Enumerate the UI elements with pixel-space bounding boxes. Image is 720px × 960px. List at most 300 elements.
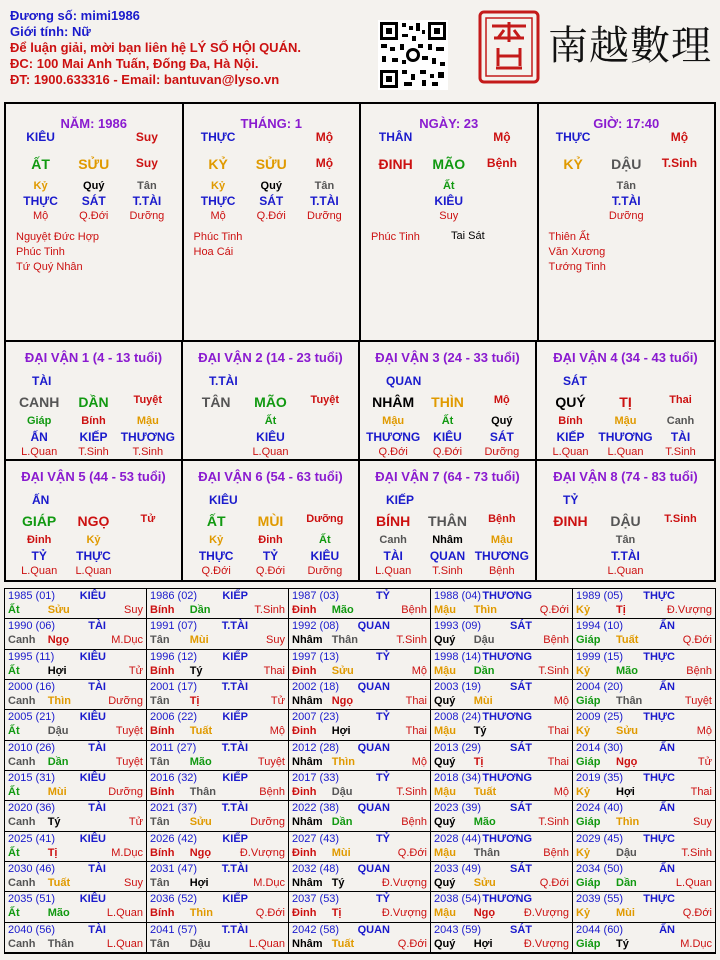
pillar-row-r4 xyxy=(369,194,529,208)
year-pillar xyxy=(8,695,143,707)
pillar-cell xyxy=(422,130,475,144)
year-cell xyxy=(573,801,715,831)
year-label: 2028 (44) xyxy=(434,832,482,845)
year-pillar xyxy=(8,786,143,798)
dai-van-chi: THÂN xyxy=(428,513,467,529)
dai-van-god: TỶ xyxy=(563,493,579,507)
dai-van-pillar xyxy=(189,513,352,529)
year-label: 1995 (11) xyxy=(8,650,55,663)
hidden-stem: Kỷ xyxy=(86,534,101,546)
year-label: 2010 (26) xyxy=(8,741,56,754)
star-item: Phúc Tinh xyxy=(16,246,65,258)
year-pillar xyxy=(434,847,569,859)
dai-van-can: ẤT xyxy=(206,513,226,529)
year-label: 2029 (45) xyxy=(576,832,624,845)
pillar-row-r5 xyxy=(14,210,174,222)
year-state: Tử xyxy=(697,755,712,768)
pillar-cell: KIÊU xyxy=(26,130,55,144)
year-state: Q.Đới xyxy=(397,937,427,950)
year-god: QUAN xyxy=(357,620,390,633)
pillar-cell xyxy=(653,194,706,208)
year-cell xyxy=(5,650,147,680)
year-cell xyxy=(289,710,431,740)
dai-van-state: Tuyệt xyxy=(133,394,163,406)
year-state: L.Quan xyxy=(106,907,143,920)
star-item: Văn Xương xyxy=(548,246,606,258)
pillar-cell: MÃO xyxy=(432,156,466,172)
hidden-stem: Canh xyxy=(666,415,695,427)
year-label: 2038 (54) xyxy=(434,893,482,906)
year-can: Bính xyxy=(150,725,175,738)
pillar-row-r3 xyxy=(192,180,352,192)
year-cell xyxy=(573,741,715,771)
year-pillar xyxy=(576,604,712,616)
star-item: Phúc Tinh xyxy=(371,231,420,243)
year-god: TỶ xyxy=(375,590,390,602)
dai-van-god: SÁT xyxy=(563,374,587,388)
life-stage: L.Quan xyxy=(21,565,58,577)
year-cell xyxy=(147,680,289,710)
year-can: Kỷ xyxy=(576,725,591,738)
year-state: Bệnh xyxy=(401,604,427,616)
year-state: Bệnh xyxy=(543,634,569,647)
pillar-row-r1 xyxy=(192,130,352,144)
year-chi: Tý xyxy=(189,664,203,677)
year-label: 2001 (17) xyxy=(150,681,198,693)
star-item: Nguyệt Đức Hợp xyxy=(16,231,100,243)
dai-van-hidden xyxy=(12,415,175,427)
year-chi: Sửu xyxy=(189,816,212,829)
qr-code-icon[interactable] xyxy=(378,20,448,90)
year-label: 1996 (12) xyxy=(150,650,198,663)
dai-van-bottom xyxy=(366,565,529,577)
pillar-cell: T.TÀI xyxy=(611,194,641,208)
year-pillar xyxy=(292,756,427,768)
year-pillar xyxy=(8,725,143,737)
dai-van-pillar xyxy=(189,394,352,410)
year-chi: Mão xyxy=(47,907,70,920)
year-state: Suy xyxy=(266,634,285,647)
year-chi: Dần xyxy=(331,816,353,829)
year-state: Suy xyxy=(693,816,712,829)
year-god: KIẾP xyxy=(222,650,248,663)
year-pillar xyxy=(150,847,285,859)
year-state: L.Quan xyxy=(248,937,285,950)
year-cell xyxy=(289,923,431,953)
header xyxy=(0,0,720,100)
pillar-cell xyxy=(475,180,528,192)
hidden-stem: Nhâm xyxy=(432,534,463,546)
year-chi: Dần xyxy=(616,877,637,889)
pillar-cell: Suy xyxy=(439,210,459,222)
pillar-cell: Mộ xyxy=(210,210,226,222)
year-can: Tân xyxy=(150,877,170,889)
ten-god: ẤN xyxy=(30,430,48,444)
year-pillar xyxy=(8,604,143,616)
life-stage: L.Quan xyxy=(75,565,112,577)
year-can: Kỷ xyxy=(576,846,591,859)
year-god: SÁT xyxy=(510,923,532,936)
year-pillar xyxy=(576,938,712,950)
dai-van-state: Tuyệt xyxy=(310,394,340,406)
life-stage: T.Sinh xyxy=(665,446,696,458)
pillar-cell: Mộ xyxy=(493,130,511,144)
year-chi: Dậu xyxy=(189,937,211,950)
hidden-stem: Mậu xyxy=(614,415,637,427)
pillar-cell xyxy=(245,130,298,144)
pillar-state: Mộ xyxy=(315,156,334,170)
year-chi: Tị xyxy=(331,907,342,920)
dai-van-god: T.TÀI xyxy=(209,374,238,388)
dai-van-3 xyxy=(360,342,537,461)
year-state: Thai xyxy=(405,725,427,738)
year-chi: Mùi xyxy=(616,907,635,920)
year-chi: Ngọ xyxy=(331,695,354,707)
year-label: 2015 (31) xyxy=(8,772,56,784)
year-cell xyxy=(431,862,573,892)
dai-van-gods xyxy=(189,549,352,563)
year-can: Mậu xyxy=(434,725,456,738)
year-god: KIÊU xyxy=(79,832,106,845)
pillar-cell xyxy=(653,180,706,192)
ten-god: THƯƠNG xyxy=(120,430,175,444)
year-chi: Mùi xyxy=(47,786,67,798)
ten-god xyxy=(121,549,175,563)
year-can: Đinh xyxy=(292,664,317,677)
hidden-stem xyxy=(189,415,243,427)
ten-god: TÀI xyxy=(670,430,691,444)
year-can: Ất xyxy=(8,664,20,677)
hidden-stem: Mậu xyxy=(490,534,513,546)
dai-van-title: ĐẠI VẬN 1 (4 - 13 tuổi) xyxy=(24,350,163,365)
dai-van-hidden xyxy=(366,534,529,546)
pillar-cell: KỶ xyxy=(208,156,228,172)
year-cell xyxy=(573,892,715,922)
year-god: KIẾP xyxy=(222,590,248,602)
year-pillar xyxy=(150,938,285,950)
dai-van-pillar xyxy=(366,394,529,410)
year-chi: Tị xyxy=(189,695,200,707)
year-cell xyxy=(5,832,147,862)
year-state: T.Sinh xyxy=(681,846,712,859)
year-god: KIÊU xyxy=(79,711,106,724)
pillar-title: THÁNG: 1 xyxy=(240,116,302,131)
dai-van-hidden xyxy=(543,534,708,546)
year-can: Mậu xyxy=(434,664,456,677)
year-label: 2018 (34) xyxy=(434,772,482,784)
year-can: Bính xyxy=(150,664,175,677)
year-label: 2002 (18) xyxy=(292,681,340,693)
year-chi: Sửu xyxy=(331,664,354,677)
year-chi: Thân xyxy=(331,634,358,647)
star-item-black: Tai Sát xyxy=(451,230,485,242)
year-god: TÀI xyxy=(88,802,106,815)
pillar-cell: SỬU xyxy=(78,156,110,172)
dai-van-can: ĐINH xyxy=(553,513,588,529)
year-state: Q.Đới xyxy=(539,877,569,889)
year-cell xyxy=(5,741,147,771)
year-label: 2004 (20) xyxy=(576,681,624,693)
pillar-cell: KIÊU xyxy=(434,194,464,208)
year-pillar xyxy=(434,877,569,889)
year-can: Đinh xyxy=(292,725,317,738)
pillar-row-r4 xyxy=(547,194,707,208)
dai-van-chi: MÃO xyxy=(254,394,287,410)
year-cell xyxy=(147,892,289,922)
year-cell xyxy=(5,801,147,831)
dai-van-pillar xyxy=(543,513,708,529)
year-state: Dưỡng xyxy=(108,695,143,707)
pillar-row-r3 xyxy=(14,180,174,192)
life-stage: L.Quan xyxy=(21,446,58,458)
year-pillar xyxy=(434,786,569,798)
year-pillar xyxy=(150,907,285,919)
pillar-cell: Dưỡng xyxy=(608,210,644,222)
dai-van-bottom xyxy=(12,446,175,458)
year-state: Q.Đới xyxy=(397,846,427,859)
year-god: SÁT xyxy=(510,802,532,815)
dai-van-gods xyxy=(543,430,708,444)
year-chi: Ngọ xyxy=(47,634,70,647)
year-state: Dưỡng xyxy=(250,816,285,829)
year-pillar xyxy=(434,665,569,677)
pillar-cell xyxy=(369,180,422,192)
year-god: KIẾP xyxy=(222,711,248,724)
year-god: THỰC xyxy=(643,772,675,784)
hidden-stem: Kỷ xyxy=(209,534,224,546)
year-god: ẤN xyxy=(659,923,675,936)
year-can: Bính xyxy=(150,907,175,920)
hidden-stem: Ất xyxy=(441,415,454,427)
year-can: Mậu xyxy=(434,846,456,859)
year-chi: Tuất xyxy=(473,786,497,798)
year-label: 2021 (37) xyxy=(150,802,198,815)
year-god: ẤN xyxy=(659,620,675,633)
year-chi: Thân xyxy=(189,786,216,798)
year-can: Canh xyxy=(8,695,36,707)
life-stage: T.Sinh xyxy=(432,565,463,577)
year-god: THƯƠNG xyxy=(482,832,532,845)
year-god: QUAN xyxy=(357,863,390,875)
year-god: TÀI xyxy=(88,681,106,693)
year-chi: Mùi xyxy=(473,695,493,707)
year-cell xyxy=(289,650,431,680)
year-label: 2039 (55) xyxy=(576,893,624,906)
year-label: 2012 (28) xyxy=(292,741,340,754)
life-stage: Bệnh xyxy=(488,565,515,577)
year-can: Ất xyxy=(8,786,20,798)
year-pillar xyxy=(434,725,569,737)
year-label: 2007 (23) xyxy=(292,711,340,724)
dai-van-pillar xyxy=(12,513,175,529)
year-state: M.Dục xyxy=(111,846,143,859)
year-can: Quý xyxy=(434,877,456,889)
year-cell xyxy=(147,589,289,619)
dai-van-hidden xyxy=(543,415,708,427)
year-state: T.Sinh xyxy=(538,664,569,677)
year-cell xyxy=(573,680,715,710)
year-pillar xyxy=(434,634,569,646)
pillar-cell: Mộ xyxy=(315,130,334,144)
year-cell xyxy=(431,832,573,862)
year-chi: Hợi xyxy=(616,786,635,798)
pillar-row-r5 xyxy=(369,210,529,222)
year-state: Tử xyxy=(270,695,285,707)
year-god: TÀI xyxy=(88,620,106,633)
year-cell xyxy=(5,862,147,892)
year-chi: Hợi xyxy=(473,937,493,950)
year-god: THỰC xyxy=(643,650,675,663)
year-label: 2009 (25) xyxy=(576,711,624,724)
year-pillar xyxy=(576,725,712,737)
ten-god: KIÊU xyxy=(310,549,340,563)
year-label: 2005 (21) xyxy=(8,711,56,724)
year-pillar xyxy=(150,604,285,616)
year-god: QUAN xyxy=(357,802,390,815)
year-can: Kỷ xyxy=(576,604,591,616)
year-chi: Tý xyxy=(473,725,487,738)
pillar-cell: THỰC xyxy=(23,194,58,208)
life-stage: Q.Đới xyxy=(255,565,286,577)
year-chi: Tý xyxy=(616,937,629,950)
year-can: Quý xyxy=(434,755,456,768)
year-cell xyxy=(431,650,573,680)
year-state: Thai xyxy=(547,725,569,738)
pillar-cell xyxy=(653,210,706,222)
pillar-cell: THỰC xyxy=(200,130,236,144)
year-pillar xyxy=(8,907,143,919)
year-cell xyxy=(431,680,573,710)
life-stage: L.Quan xyxy=(607,446,644,458)
year-cell xyxy=(431,710,573,740)
year-pillar xyxy=(8,756,143,768)
year-pillar xyxy=(150,786,285,798)
pillar-title: NGÀY: 23 xyxy=(419,116,479,131)
dai-van-5 xyxy=(6,461,183,580)
year-god: ẤN xyxy=(659,802,675,815)
year-cell xyxy=(289,771,431,801)
year-can: Tân xyxy=(150,816,170,829)
pillar-cell: Tân xyxy=(314,180,335,192)
year-label: 1992 (08) xyxy=(292,620,340,633)
ten-god: SÁT xyxy=(489,430,514,444)
year-chi: Ngọ xyxy=(473,907,496,920)
year-pillar xyxy=(292,786,427,798)
year-state: Đ.Vượng xyxy=(381,907,427,920)
year-pillar xyxy=(150,725,285,737)
star-item: Hoa Cái xyxy=(193,246,234,258)
dai-van-bottom xyxy=(543,446,708,458)
year-state: Thai xyxy=(547,755,569,768)
year-label: 2027 (43) xyxy=(292,832,340,845)
year-cell xyxy=(573,650,715,680)
year-label: 1985 (01) xyxy=(8,590,56,602)
pillar-cell: Mộ xyxy=(32,210,49,222)
year-state: Tử xyxy=(128,664,143,677)
year-state: Tử xyxy=(128,816,143,829)
year-chi: Mão xyxy=(616,664,638,677)
life-stage: L.Quan xyxy=(607,565,644,577)
year-state: Bệnh xyxy=(543,846,569,859)
year-chi: Mão xyxy=(189,755,212,768)
year-cell xyxy=(573,771,715,801)
year-pillar xyxy=(150,877,285,889)
dai-van-state: Tử xyxy=(140,513,156,525)
year-chi: Tị xyxy=(47,846,58,859)
year-cell xyxy=(573,862,715,892)
year-god: T.TÀI xyxy=(221,620,248,633)
pillar-cell xyxy=(547,210,600,222)
dai-van-pillar xyxy=(366,513,529,529)
year-god: THƯƠNG xyxy=(482,711,532,724)
year-chi: Hợi xyxy=(331,725,351,738)
dai-van-can: TÂN xyxy=(201,394,231,410)
year-label: 2030 (46) xyxy=(8,863,56,875)
year-state: Mộ xyxy=(269,725,285,738)
year-label: 2037 (53) xyxy=(292,893,340,906)
year-pillar xyxy=(434,604,569,616)
contact-line: Để luận giải, mời bạn liên hệ LÝ SỐ HỘI QUÁN. xyxy=(10,40,301,55)
pillar-cell: THỰC xyxy=(200,194,236,208)
dai-van-state: T.Sinh xyxy=(664,513,697,525)
year-can: Canh xyxy=(8,877,36,889)
year-pillar xyxy=(292,695,427,707)
year-state: Đ.Vượng xyxy=(381,877,427,889)
year-can: Ất xyxy=(8,604,20,616)
year-can: Canh xyxy=(8,816,36,829)
year-chi: Thìn xyxy=(331,755,355,768)
year-cell xyxy=(5,589,147,619)
year-can: Mậu xyxy=(434,604,456,616)
owner-info xyxy=(10,8,301,88)
year-chi: Thân xyxy=(47,937,74,950)
year-pillar xyxy=(150,816,285,828)
year-can: Tân xyxy=(150,695,170,707)
hidden-stem: Bính xyxy=(558,415,583,427)
life-stage: L.Quan xyxy=(375,565,412,577)
dai-van-1 xyxy=(6,342,183,461)
year-chi: Tuất xyxy=(331,937,355,950)
dai-van-title: ĐẠI VẬN 4 (34 - 43 tuổi) xyxy=(553,350,698,365)
year-pillar xyxy=(576,756,712,768)
year-chi: Thân xyxy=(473,846,500,859)
year-can: Bính xyxy=(150,604,175,616)
dai-van-god: QUAN xyxy=(386,374,422,388)
year-god: TỶ xyxy=(375,711,390,724)
pillar-cell: Kỷ xyxy=(211,180,226,192)
year-pillar xyxy=(434,907,569,919)
year-pillar xyxy=(292,725,427,737)
life-stage xyxy=(298,446,352,458)
year-can: Kỷ xyxy=(576,786,591,798)
year-pillar xyxy=(576,695,712,707)
year-label: 2020 (36) xyxy=(8,802,56,815)
dai-van-can: CANH xyxy=(18,394,60,410)
year-cell xyxy=(573,710,715,740)
year-state: Mộ xyxy=(411,664,427,677)
year-can: Giáp xyxy=(576,755,601,768)
year-state: Q.Đới xyxy=(539,604,569,616)
year-state: M.Dục xyxy=(111,634,143,647)
year-label: 2024 (40) xyxy=(576,802,624,815)
ten-god xyxy=(543,549,598,563)
year-cell xyxy=(573,589,715,619)
dai-van-bottom xyxy=(543,565,708,577)
year-god: TÀI xyxy=(88,923,106,936)
year-chi: Mùi xyxy=(189,634,209,647)
dai-van-god: KIẾP xyxy=(386,493,415,507)
year-state: Suy xyxy=(124,604,143,616)
